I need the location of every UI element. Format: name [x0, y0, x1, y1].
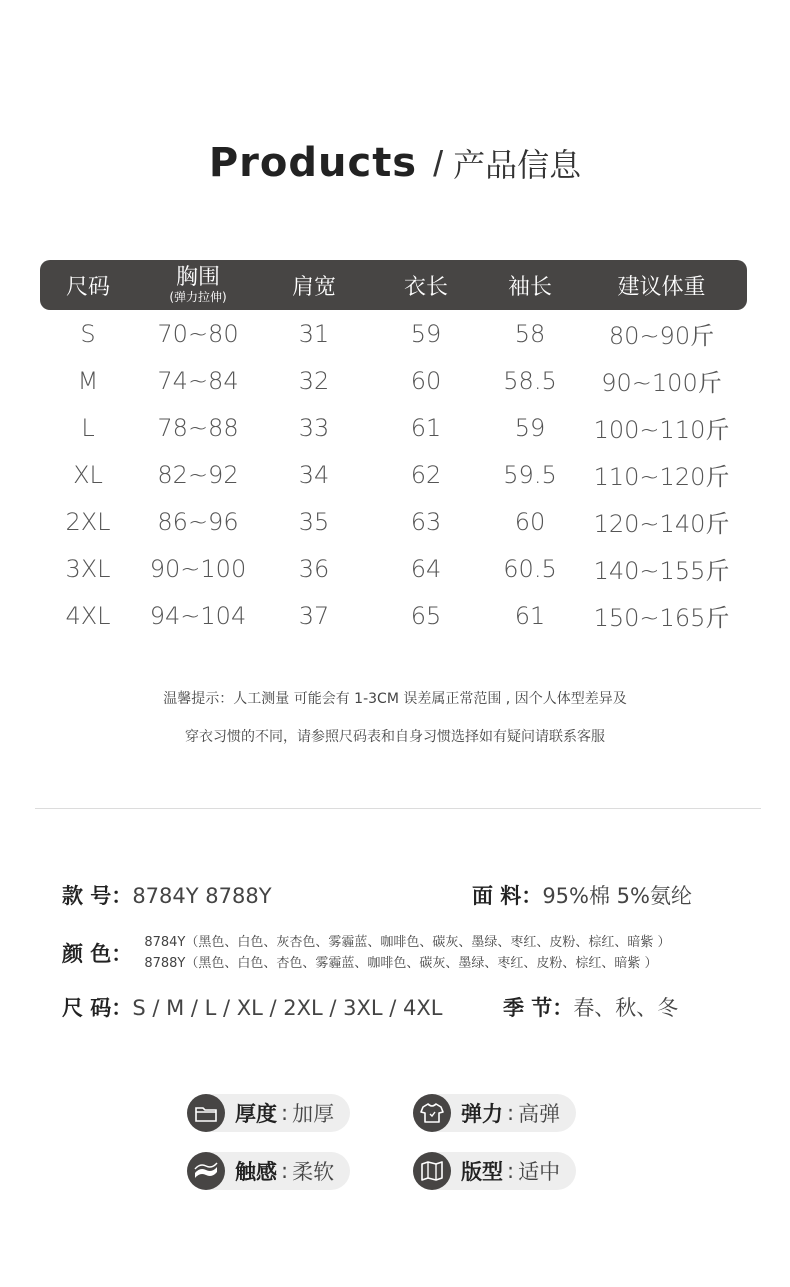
fit-icon [413, 1152, 451, 1190]
table-cell: 60 [514, 507, 546, 536]
spec-season-label: 季 节： [503, 996, 574, 1020]
spec-color-line-1: 8784Y（黑色、白色、灰杏色、雾霾蓝、咖啡色、碳灰、墨绿、枣红、皮粉、棕红、暗紫 ） [144, 935, 671, 950]
feature-sep: : [507, 1101, 515, 1125]
spec-season [503, 992, 678, 1022]
fabric-icon [187, 1152, 225, 1190]
feature-value: 柔软 [292, 1160, 335, 1184]
feature-value: 高弹 [518, 1102, 561, 1126]
table-body [40, 310, 747, 639]
page-title [0, 140, 790, 186]
spec-style-number [62, 880, 272, 910]
table-cell: 74~84 [157, 366, 239, 395]
feature-sep: : [507, 1159, 515, 1183]
table-cell: 33 [298, 413, 330, 442]
table-cell: 64 [410, 554, 442, 583]
header-sleeve: 袖长 [507, 274, 552, 300]
table-cell: 34 [298, 460, 330, 489]
table-cell: 120~140斤 [593, 510, 730, 538]
tshirt-icon [413, 1094, 451, 1132]
table-cell: 90~100斤 [601, 369, 722, 397]
feature-label: 弹力 [461, 1102, 503, 1126]
spec-fabric-label: 面 料： [472, 884, 543, 908]
table-cell: L [81, 413, 95, 442]
section-divider [35, 808, 761, 809]
table-cell: 140~155斤 [593, 557, 730, 585]
table-row [40, 357, 747, 404]
table-cell: 3XL [65, 554, 111, 583]
header-shoulder: 肩宽 [291, 274, 336, 300]
table-cell: 70~80 [157, 319, 239, 348]
table-cell: 82~92 [157, 460, 239, 489]
table-row [40, 545, 747, 592]
table-cell: XL [73, 460, 103, 489]
table-cell: 60 [410, 366, 442, 395]
table-cell: 31 [298, 319, 330, 348]
table-cell: 59 [410, 319, 442, 348]
table-row [40, 404, 747, 451]
spec-sizes [62, 992, 442, 1022]
header-size: 尺码 [65, 274, 110, 300]
feature-sep: : [281, 1159, 289, 1183]
spec-season-value: 春、秋、冬 [573, 996, 679, 1020]
spec-colors [62, 932, 670, 974]
table-cell: 110~120斤 [593, 463, 730, 491]
table-cell: 4XL [65, 601, 111, 630]
feature-fit [413, 1152, 576, 1190]
header-chest-main: 胸围 [175, 265, 220, 290]
feature-touch [187, 1152, 350, 1190]
notice-line-2: 穿衣习惯的不同，请参照尺码表和自身习惯选择如有疑问请联系客服 [185, 729, 605, 745]
table-cell: 63 [410, 507, 442, 536]
feature-label: 厚度 [235, 1102, 277, 1126]
spec-color-values [144, 932, 670, 974]
table-cell: 100~110斤 [593, 416, 730, 444]
table-cell: 60.5 [503, 554, 557, 583]
title-slash: / [433, 143, 444, 184]
table-cell: 94~104 [149, 601, 247, 630]
spec-color-label: 颜 色： [62, 942, 133, 966]
table-cell: 36 [298, 554, 330, 583]
table-row [40, 451, 747, 498]
spec-style-label: 款 号： [62, 884, 133, 908]
spec-size-label: 尺 码： [62, 996, 133, 1020]
feature-label: 触感 [235, 1160, 277, 1184]
size-notice [0, 680, 790, 756]
table-cell: 2XL [65, 507, 111, 536]
header-length: 衣长 [403, 274, 448, 300]
feature-thickness [187, 1094, 350, 1132]
spec-style-value: 8784Y 8788Y [132, 884, 272, 908]
table-cell: 58 [514, 319, 546, 348]
table-cell: 80~90斤 [608, 322, 715, 350]
table-row [40, 592, 747, 639]
title-cn: 产品信息 [453, 146, 582, 184]
table-cell: 78~88 [157, 413, 239, 442]
header-chest [136, 267, 260, 303]
table-row [40, 310, 747, 357]
spec-fabric-value: 95%棉 5%氨纶 [542, 884, 692, 908]
title-en: Products [208, 140, 418, 186]
feature-value: 加厚 [292, 1102, 335, 1126]
table-cell: 61 [514, 601, 546, 630]
table-cell: S [80, 319, 96, 348]
feature-elasticity [413, 1094, 576, 1132]
header-chest-sub: (弹力拉伸) [169, 290, 227, 304]
spec-color-line-2: 8788Y（黑色、白色、杏色、雾霾蓝、咖啡色、碳灰、墨绿、枣红、皮粉、棕红、暗紫 ） [144, 956, 658, 971]
spec-size-value: S / M / L / XL / 2XL / 3XL / 4XL [132, 996, 443, 1020]
table-cell: 61 [410, 413, 442, 442]
table-cell: 86~96 [157, 507, 239, 536]
feature-label: 版型 [461, 1160, 503, 1184]
table-cell: 65 [410, 601, 442, 630]
table-cell: 37 [298, 601, 330, 630]
table-cell: 90~100 [149, 554, 247, 583]
table-header [40, 260, 747, 310]
spec-fabric [472, 880, 692, 910]
table-cell: 58.5 [503, 366, 557, 395]
header-weight: 建议体重 [617, 274, 706, 300]
size-table [40, 260, 747, 639]
thickness-icon [187, 1094, 225, 1132]
feature-sep: : [281, 1101, 289, 1125]
table-row [40, 498, 747, 545]
table-cell: 59.5 [503, 460, 557, 489]
table-cell: 62 [410, 460, 442, 489]
table-cell: 150~165斤 [593, 604, 730, 632]
table-cell: M [77, 366, 99, 395]
table-cell: 35 [298, 507, 330, 536]
notice-line-1: 温馨提示：人工测量 可能会有 1-3CM 误差属正常范围 , 因个人体型差异及 [163, 691, 627, 707]
table-cell: 32 [298, 366, 330, 395]
feature-value: 适中 [518, 1160, 561, 1184]
table-cell: 59 [514, 413, 546, 442]
